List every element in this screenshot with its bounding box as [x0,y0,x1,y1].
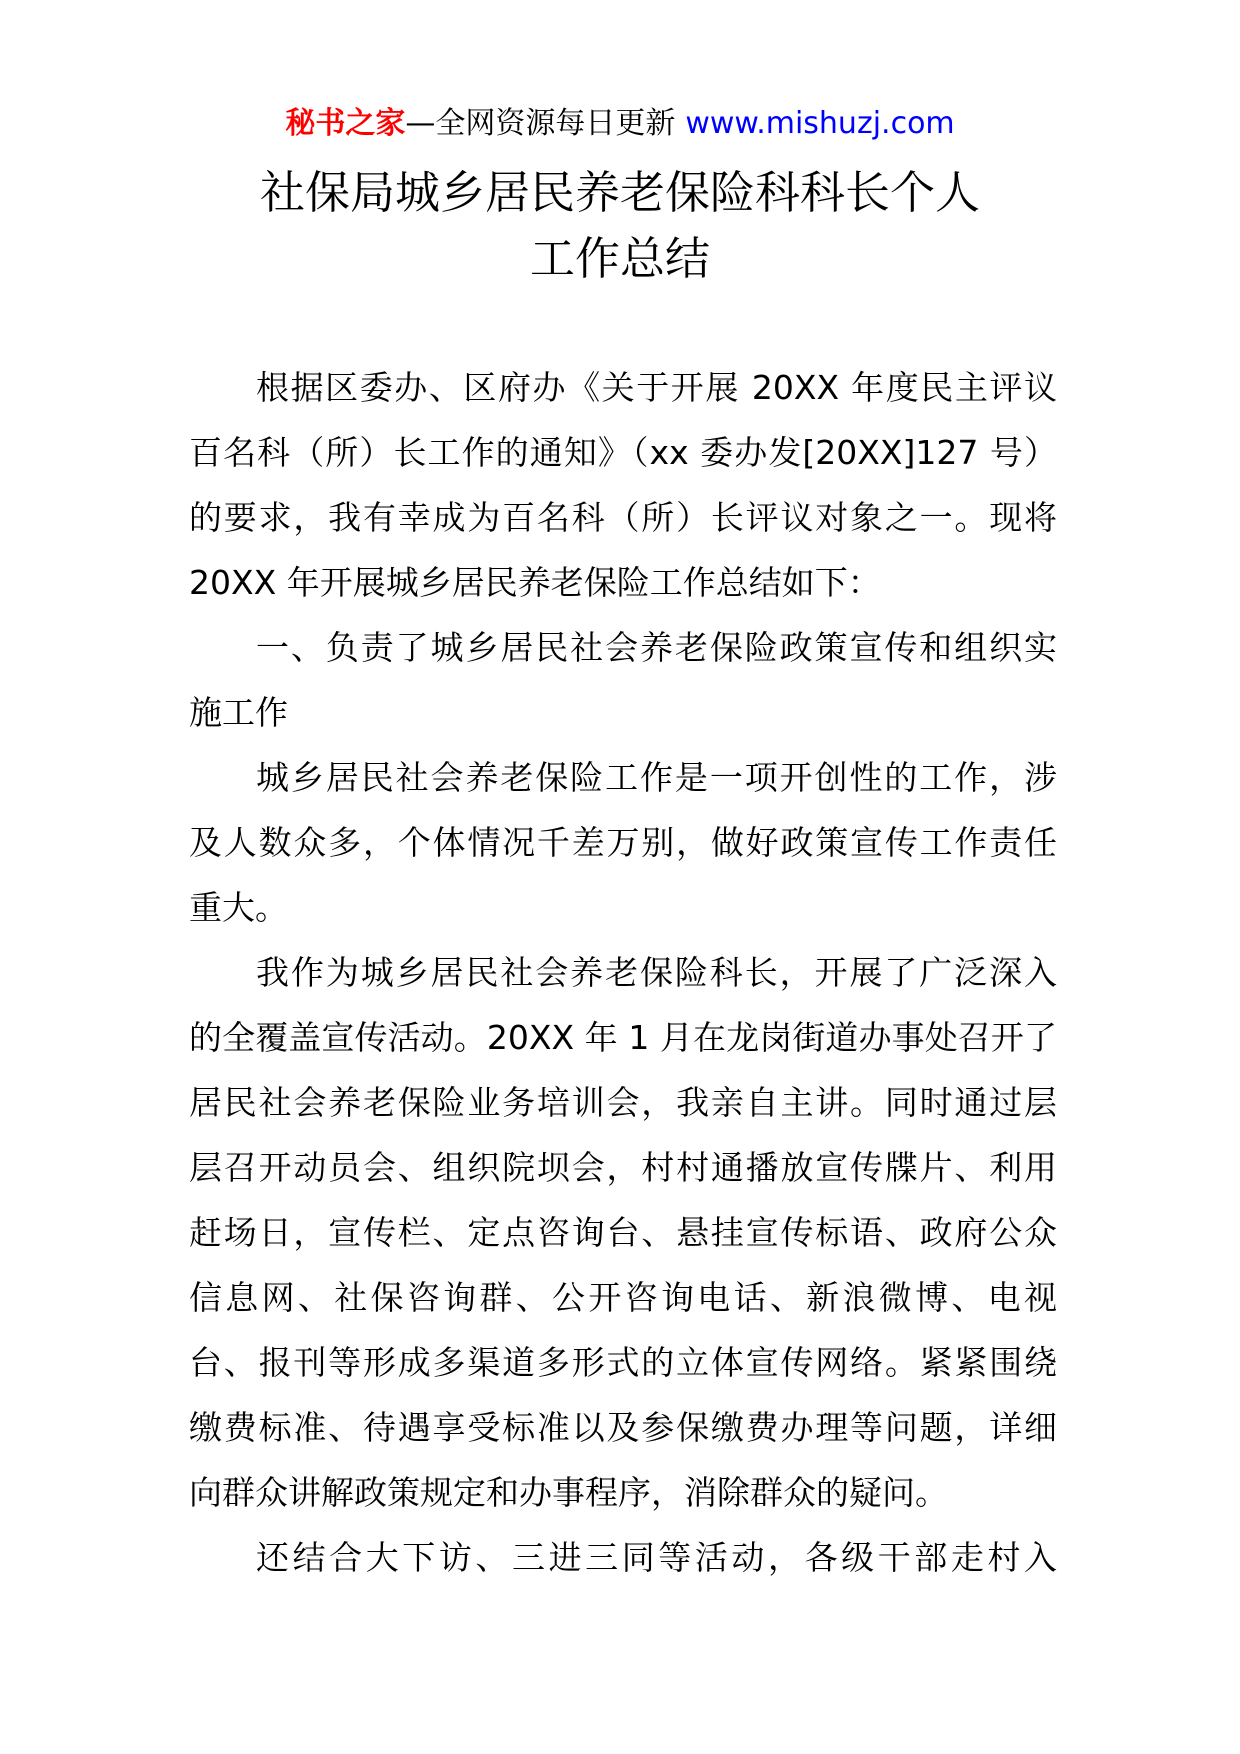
site-url: www.mishuzj.com [685,106,955,141]
paragraph-line: 重大。 [189,888,288,927]
paragraph-line: 居民社会养老保险业务培训会，我亲自主讲。同时通过层 [189,1083,1057,1122]
title-line-1: 社保局城乡居民养老保险科科长个人 [259,166,980,219]
paragraph-line: 城乡居民社会养老保险工作是一项开创性的工作，涉 [256,758,1057,797]
paragraph-line: 一、负责了城乡居民社会养老保险政策宣传和组织实 [256,628,1057,667]
paragraph-line: 赶场日，宣传栏、定点咨询台、悬挂宣传标语、政府公众 [189,1213,1057,1252]
paragraph-line: 缴费标准、待遇享受标准以及参保缴费办理等问题，详细 [189,1408,1057,1447]
paragraph-5 [189,1525,1057,1590]
paragraph-line: 及人数众多，个体情况千差万别，做好政策宣传工作责任 [189,823,1057,862]
title-line-2: 工作总结 [529,232,710,285]
paragraph-line: 向群众讲解政策规定和办事程序，消除群众的疑问。 [189,1473,948,1512]
paragraph-line: 我作为城乡居民社会养老保险科长，开展了广泛深入 [256,953,1057,992]
paragraph-3 [189,745,1057,940]
site-tagline: —全网资源每日更新 [405,106,676,141]
document-body [189,355,1057,1590]
paragraph-4 [189,940,1057,1525]
paragraph-line: 层召开动员会、组织院坝会，村村通播放宣传牒片、利用 [189,1148,1057,1187]
document-title [0,160,1240,292]
paragraph-line: 的要求，我有幸成为百名科（所）长评议对象之一。现将 [189,498,1057,537]
paragraph-line: 施工作 [189,693,288,732]
site-brand: 秘书之家 [285,106,406,141]
site-header [0,100,1240,148]
paragraph-line: 台、报刊等形成多渠道多形式的立体宣传网络。紧紧围绕 [189,1343,1057,1382]
paragraph-line: 根据区委办、区府办《关于开展 20XX 年度民主评议 [256,368,1057,407]
paragraph-1 [189,355,1057,615]
paragraph-line: 百名科（所）长工作的通知》（xx 委办发[20XX]127 号） [189,433,1057,472]
paragraph-line: 信息网、社保咨询群、公开咨询电话、新浪微博、电视 [189,1278,1057,1317]
paragraph-line: 还结合大下访、三进三同等活动，各级干部走村入 [256,1538,1057,1577]
paragraph-line: 的全覆盖宣传活动。20XX 年 1 月在龙岗街道办事处召开了 [189,1018,1057,1057]
paragraph-line: 20XX 年开展城乡居民养老保险工作总结如下： [189,563,881,602]
paragraph-2-heading [189,615,1057,745]
